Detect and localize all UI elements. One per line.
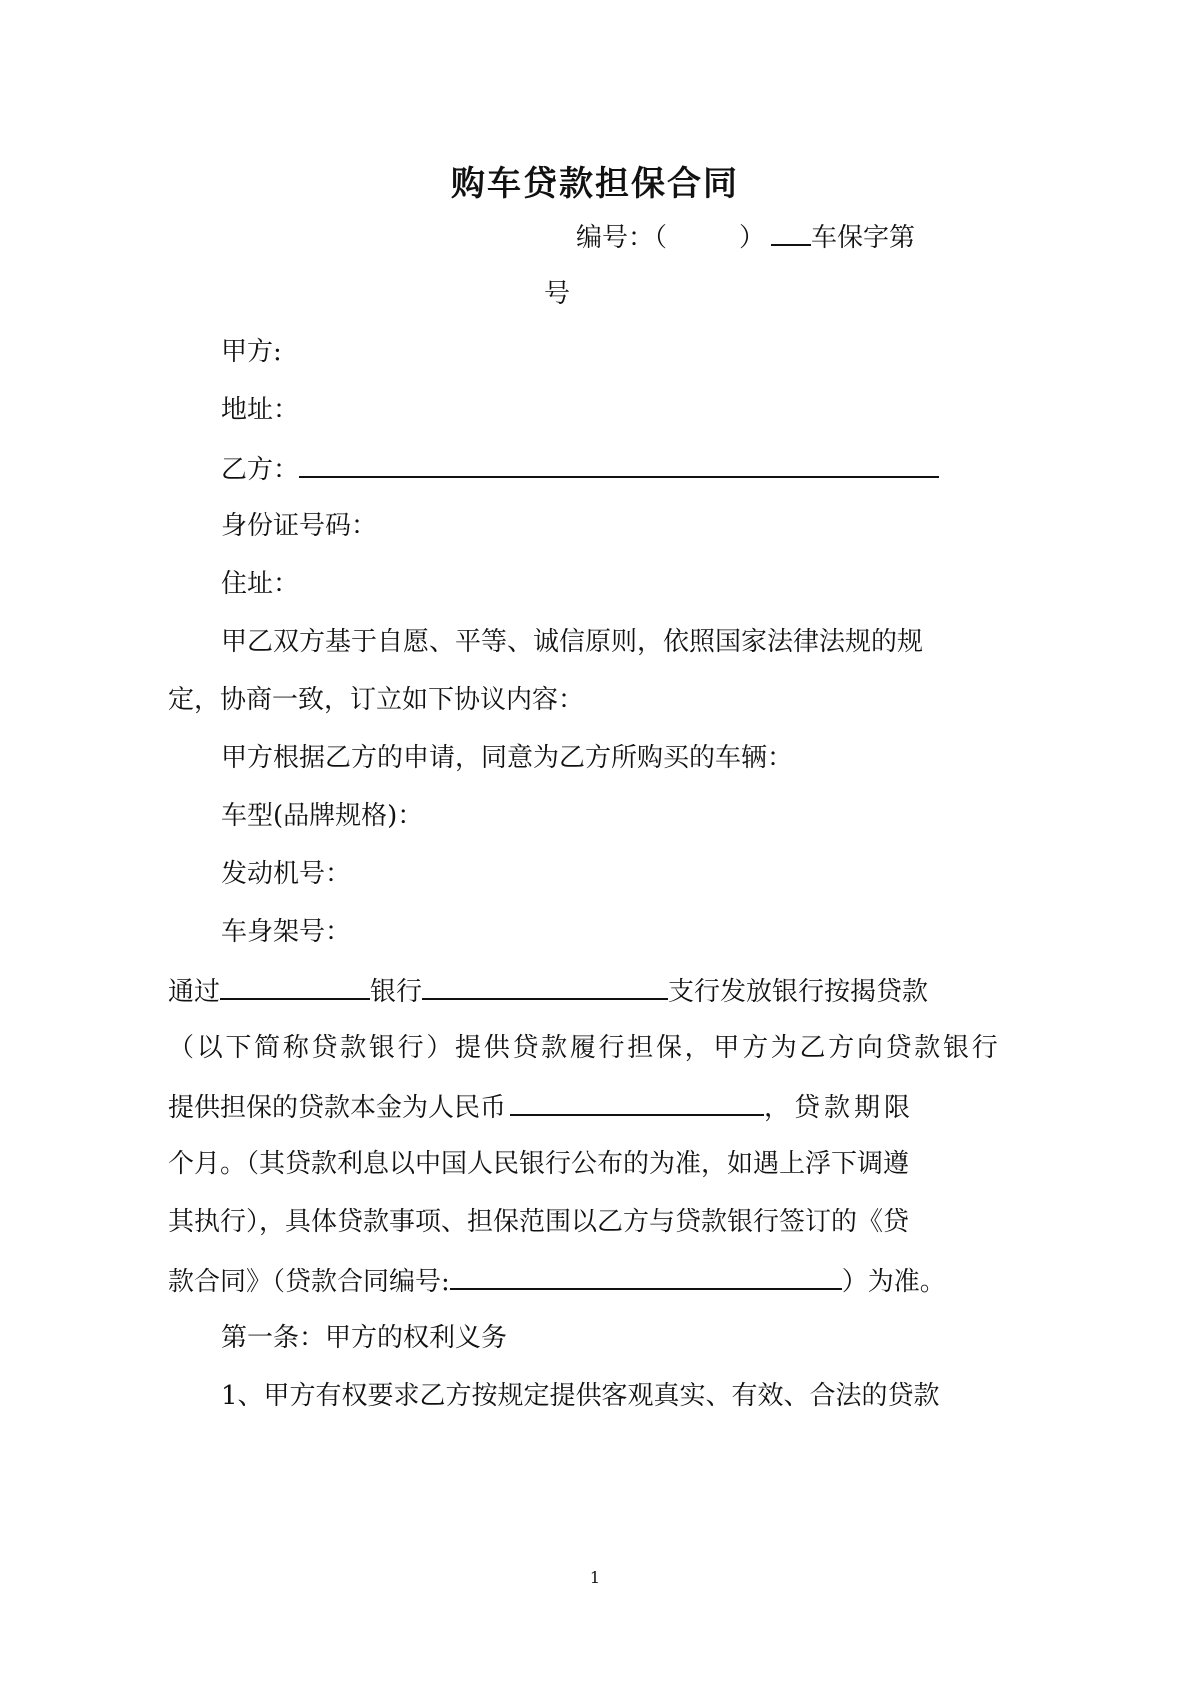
loan-contract-number-blank — [450, 1262, 842, 1290]
agree-paragraph: 甲方根据乙方的申请，同意为乙方所购买的车辆： — [221, 743, 794, 773]
car-model-label: 车型(品牌规格)： — [221, 801, 424, 831]
contract-number-prefix: 编号：（ — [576, 223, 668, 253]
loan-line-3 — [168, 1088, 914, 1126]
loan-line-2: （ 以 下 简 称 贷 款 银 行 ） 提 供 贷 款 履 行 担 保 ， 甲 方 为 乙 方 向 贷 款 银 行 — [168, 1033, 998, 1063]
party-b-line — [221, 450, 939, 488]
party-a-label: 甲方: — [221, 337, 282, 367]
party-b-label: 乙方： — [221, 455, 300, 485]
contract-number-paren-close: ） — [739, 223, 766, 253]
loan-contract-end-text: ）为准。 — [841, 1267, 946, 1297]
loan-bank-text: 银行 — [370, 977, 423, 1007]
address-label: 地址： — [221, 395, 300, 425]
loan-term-text: ，贷款期限 — [764, 1093, 915, 1123]
page-number: 1 — [589, 1568, 601, 1587]
intro-line-1: 甲乙双方基于自愿、平等、诚信原则，依照国家法律法规的规 — [221, 627, 924, 657]
loan-line-6 — [168, 1262, 946, 1300]
principal-amount-blank — [510, 1088, 764, 1116]
loan-line-4: 个月。（其贷款利息以中国人民银行公布的为准，如遇上浮下调遵 — [168, 1149, 910, 1179]
loan-contract-text: 款合同》（贷款合同编号: — [168, 1267, 450, 1297]
loan-line-5: 其执行），具体贷款事项、担保范围以乙方与贷款银行签订的《贷 — [168, 1207, 910, 1237]
loan-line-1 — [168, 972, 928, 1010]
bank-name-blank — [220, 972, 370, 1000]
residence-label: 住址： — [221, 569, 300, 599]
party-b-blank — [299, 450, 939, 478]
contract-number-line — [576, 218, 915, 256]
article-1-item-1: 1、甲方有权要求乙方按规定提供客观真实、有效、合法的贷款 — [221, 1381, 940, 1411]
branch-name-blank — [422, 972, 668, 1000]
document-title: 购车贷款担保合同 — [451, 164, 739, 204]
loan-principal-text: 提供担保的贷款本金为人民币 — [168, 1093, 507, 1123]
intro-line-2: 定，协商一致，订立如下协议内容： — [168, 685, 585, 715]
engine-number-label: 发动机号： — [221, 859, 352, 889]
loan-branch-text: 支行发放银行按揭贷款 — [668, 977, 929, 1007]
loan-via-text: 通过 — [168, 977, 221, 1007]
id-number-label: 身份证号码： — [221, 511, 378, 541]
contract-number-end: 号 — [544, 279, 571, 309]
article-1-title: 第一条：甲方的权利义务 — [221, 1323, 508, 1353]
frame-number-label: 车身架号： — [221, 917, 352, 947]
contract-number-blank — [771, 218, 811, 246]
contract-number-suffix: 车保字第 — [811, 223, 916, 253]
